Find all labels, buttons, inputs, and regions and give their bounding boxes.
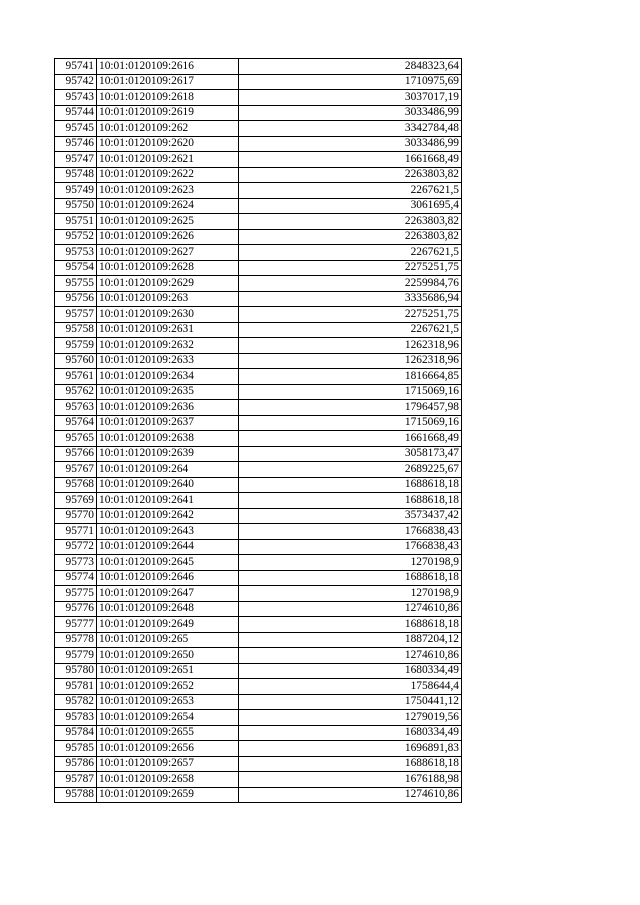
row-number-cell: 95768 — [55, 477, 97, 493]
cadastral-number-cell: 10:01:0120109:2639 — [97, 446, 239, 462]
value-cell: 1688618,18 — [239, 570, 462, 586]
value-cell: 1696891,83 — [239, 741, 462, 757]
cadastral-number-cell: 10:01:0120109:2636 — [97, 400, 239, 416]
row-number-cell: 95782 — [55, 694, 97, 710]
row-number-cell: 95743 — [55, 90, 97, 106]
cadastral-number-cell: 10:01:0120109:2645 — [97, 555, 239, 571]
table-row — [55, 307, 462, 323]
table-row — [55, 245, 462, 261]
row-number-cell: 95765 — [55, 431, 97, 447]
value-cell: 3061695,4 — [239, 198, 462, 214]
cadastral-number-cell: 10:01:0120109:2626 — [97, 229, 239, 245]
row-number-cell: 95753 — [55, 245, 97, 261]
value-cell: 1676188,98 — [239, 772, 462, 788]
cadastral-number-cell: 10:01:0120109:2631 — [97, 322, 239, 338]
cadastral-number-cell: 10:01:0120109:2627 — [97, 245, 239, 261]
table-row — [55, 229, 462, 245]
value-cell: 2263803,82 — [239, 167, 462, 183]
row-number-cell: 95774 — [55, 570, 97, 586]
cadastral-number-cell: 10:01:0120109:2640 — [97, 477, 239, 493]
table-row — [55, 369, 462, 385]
row-number-cell: 95745 — [55, 121, 97, 137]
value-cell: 1688618,18 — [239, 756, 462, 772]
cadastral-number-cell: 10:01:0120109:2651 — [97, 663, 239, 679]
table-row — [55, 772, 462, 788]
table-row — [55, 493, 462, 509]
cadastral-number-cell: 10:01:0120109:2653 — [97, 694, 239, 710]
value-cell: 1274610,86 — [239, 601, 462, 617]
table-row — [55, 291, 462, 307]
row-number-cell: 95761 — [55, 369, 97, 385]
cadastral-number-cell: 10:01:0120109:263 — [97, 291, 239, 307]
cadastral-number-cell: 10:01:0120109:2634 — [97, 369, 239, 385]
value-cell: 3033486,99 — [239, 105, 462, 121]
table-row — [55, 679, 462, 695]
cadastral-number-cell: 10:01:0120109:2652 — [97, 679, 239, 695]
table-row — [55, 539, 462, 555]
row-number-cell: 95781 — [55, 679, 97, 695]
table-row — [55, 756, 462, 772]
row-number-cell: 95764 — [55, 415, 97, 431]
cadastral-number-cell: 10:01:0120109:2647 — [97, 586, 239, 602]
table-row — [55, 90, 462, 106]
value-cell: 3058173,47 — [239, 446, 462, 462]
row-number-cell: 95780 — [55, 663, 97, 679]
table-row — [55, 617, 462, 633]
table-row — [55, 787, 462, 803]
table-row — [55, 136, 462, 152]
row-number-cell: 95744 — [55, 105, 97, 121]
table-row — [55, 105, 462, 121]
table-row — [55, 384, 462, 400]
cadastral-number-cell: 10:01:0120109:2622 — [97, 167, 239, 183]
table-row — [55, 276, 462, 292]
row-number-cell: 95757 — [55, 307, 97, 323]
value-cell: 1796457,98 — [239, 400, 462, 416]
table-row — [55, 601, 462, 617]
row-number-cell: 95748 — [55, 167, 97, 183]
table-row — [55, 353, 462, 369]
table-row — [55, 446, 462, 462]
value-cell: 3037017,19 — [239, 90, 462, 106]
cadastral-number-cell: 10:01:0120109:2630 — [97, 307, 239, 323]
data-table — [54, 58, 462, 803]
value-cell: 1887204,12 — [239, 632, 462, 648]
row-number-cell: 95776 — [55, 601, 97, 617]
row-number-cell: 95767 — [55, 462, 97, 478]
cadastral-number-cell: 10:01:0120109:2646 — [97, 570, 239, 586]
value-cell: 2267621,5 — [239, 245, 462, 261]
table-row — [55, 214, 462, 230]
cadastral-number-cell: 10:01:0120109:2655 — [97, 725, 239, 741]
cadastral-number-cell: 10:01:0120109:262 — [97, 121, 239, 137]
table-row — [55, 555, 462, 571]
cadastral-number-cell: 10:01:0120109:2617 — [97, 74, 239, 90]
row-number-cell: 95760 — [55, 353, 97, 369]
value-cell: 1750441,12 — [239, 694, 462, 710]
value-cell: 1262318,96 — [239, 338, 462, 354]
value-cell: 1661668,49 — [239, 152, 462, 168]
value-cell: 1262318,96 — [239, 353, 462, 369]
table-row — [55, 741, 462, 757]
cadastral-number-cell: 10:01:0120109:2657 — [97, 756, 239, 772]
value-cell: 1758644,4 — [239, 679, 462, 695]
row-number-cell: 95770 — [55, 508, 97, 524]
cadastral-number-cell: 10:01:0120109:2624 — [97, 198, 239, 214]
row-number-cell: 95773 — [55, 555, 97, 571]
cadastral-number-cell: 10:01:0120109:2642 — [97, 508, 239, 524]
cadastral-number-cell: 10:01:0120109:2619 — [97, 105, 239, 121]
cadastral-number-cell: 10:01:0120109:2629 — [97, 276, 239, 292]
table-row — [55, 725, 462, 741]
cadastral-number-cell: 10:01:0120109:265 — [97, 632, 239, 648]
cadastral-number-cell: 10:01:0120109:2620 — [97, 136, 239, 152]
cadastral-number-cell: 10:01:0120109:2644 — [97, 539, 239, 555]
value-cell: 3573437,42 — [239, 508, 462, 524]
row-number-cell: 95746 — [55, 136, 97, 152]
cadastral-number-cell: 10:01:0120109:2654 — [97, 710, 239, 726]
row-number-cell: 95754 — [55, 260, 97, 276]
table-row — [55, 198, 462, 214]
value-cell: 2263803,82 — [239, 229, 462, 245]
value-cell: 1688618,18 — [239, 477, 462, 493]
row-number-cell: 95786 — [55, 756, 97, 772]
value-cell: 1270198,9 — [239, 586, 462, 602]
row-number-cell: 95749 — [55, 183, 97, 199]
table-row — [55, 477, 462, 493]
table-row — [55, 462, 462, 478]
value-cell: 3342784,48 — [239, 121, 462, 137]
cadastral-number-cell: 10:01:0120109:2650 — [97, 648, 239, 664]
value-cell: 1270198,9 — [239, 555, 462, 571]
value-cell: 2689225,67 — [239, 462, 462, 478]
row-number-cell: 95766 — [55, 446, 97, 462]
value-cell: 1274610,86 — [239, 648, 462, 664]
table-row — [55, 415, 462, 431]
table-row — [55, 570, 462, 586]
value-cell: 2267621,5 — [239, 183, 462, 199]
cadastral-number-cell: 10:01:0120109:2648 — [97, 601, 239, 617]
row-number-cell: 95777 — [55, 617, 97, 633]
cadastral-number-cell: 10:01:0120109:2632 — [97, 338, 239, 354]
value-cell: 1710975,69 — [239, 74, 462, 90]
cadastral-number-cell: 10:01:0120109:2656 — [97, 741, 239, 757]
cadastral-number-cell: 10:01:0120109:264 — [97, 462, 239, 478]
row-number-cell: 95750 — [55, 198, 97, 214]
value-cell: 1680334,49 — [239, 663, 462, 679]
table-row — [55, 152, 462, 168]
table-row — [55, 183, 462, 199]
row-number-cell: 95752 — [55, 229, 97, 245]
value-cell: 1766838,43 — [239, 539, 462, 555]
value-cell: 1715069,16 — [239, 384, 462, 400]
cadastral-number-cell: 10:01:0120109:2638 — [97, 431, 239, 447]
table-row — [55, 663, 462, 679]
row-number-cell: 95747 — [55, 152, 97, 168]
value-cell: 1816664,85 — [239, 369, 462, 385]
row-number-cell: 95772 — [55, 539, 97, 555]
value-cell: 2267621,5 — [239, 322, 462, 338]
table-row — [55, 59, 462, 75]
table-row — [55, 524, 462, 540]
value-cell: 2275251,75 — [239, 260, 462, 276]
table-row — [55, 710, 462, 726]
value-cell: 2275251,75 — [239, 307, 462, 323]
row-number-cell: 95787 — [55, 772, 97, 788]
cadastral-number-cell: 10:01:0120109:2658 — [97, 772, 239, 788]
cadastral-number-cell: 10:01:0120109:2641 — [97, 493, 239, 509]
value-cell: 1688618,18 — [239, 493, 462, 509]
cadastral-number-cell: 10:01:0120109:2616 — [97, 59, 239, 75]
row-number-cell: 95775 — [55, 586, 97, 602]
table-row — [55, 508, 462, 524]
cadastral-number-cell: 10:01:0120109:2625 — [97, 214, 239, 230]
table-row — [55, 338, 462, 354]
table-row — [55, 260, 462, 276]
table-row — [55, 694, 462, 710]
value-cell: 1680334,49 — [239, 725, 462, 741]
cadastral-number-cell: 10:01:0120109:2637 — [97, 415, 239, 431]
value-cell: 2848323,64 — [239, 59, 462, 75]
value-cell: 2263803,82 — [239, 214, 462, 230]
row-number-cell: 95779 — [55, 648, 97, 664]
value-cell: 3033486,99 — [239, 136, 462, 152]
row-number-cell: 95751 — [55, 214, 97, 230]
cadastral-number-cell: 10:01:0120109:2621 — [97, 152, 239, 168]
value-cell: 3335686,94 — [239, 291, 462, 307]
table-row — [55, 400, 462, 416]
value-cell: 1715069,16 — [239, 415, 462, 431]
cadastral-number-cell: 10:01:0120109:2633 — [97, 353, 239, 369]
row-number-cell: 95784 — [55, 725, 97, 741]
row-number-cell: 95783 — [55, 710, 97, 726]
value-cell: 1661668,49 — [239, 431, 462, 447]
row-number-cell: 95759 — [55, 338, 97, 354]
cadastral-number-cell: 10:01:0120109:2643 — [97, 524, 239, 540]
cadastral-number-cell: 10:01:0120109:2659 — [97, 787, 239, 803]
row-number-cell: 95762 — [55, 384, 97, 400]
cadastral-number-cell: 10:01:0120109:2618 — [97, 90, 239, 106]
table-body — [55, 59, 462, 803]
value-cell: 1279019,56 — [239, 710, 462, 726]
cadastral-number-cell: 10:01:0120109:2623 — [97, 183, 239, 199]
value-cell: 1688618,18 — [239, 617, 462, 633]
row-number-cell: 95758 — [55, 322, 97, 338]
table-row — [55, 167, 462, 183]
table-row — [55, 586, 462, 602]
value-cell: 1766838,43 — [239, 524, 462, 540]
row-number-cell: 95756 — [55, 291, 97, 307]
row-number-cell: 95778 — [55, 632, 97, 648]
row-number-cell: 95769 — [55, 493, 97, 509]
table-row — [55, 121, 462, 137]
cadastral-number-cell: 10:01:0120109:2635 — [97, 384, 239, 400]
cadastral-number-cell: 10:01:0120109:2649 — [97, 617, 239, 633]
row-number-cell: 95763 — [55, 400, 97, 416]
row-number-cell: 95755 — [55, 276, 97, 292]
table-row — [55, 648, 462, 664]
row-number-cell: 95742 — [55, 74, 97, 90]
value-cell: 2259984,76 — [239, 276, 462, 292]
table-row — [55, 431, 462, 447]
row-number-cell: 95771 — [55, 524, 97, 540]
cadastral-number-cell: 10:01:0120109:2628 — [97, 260, 239, 276]
table-row — [55, 632, 462, 648]
value-cell: 1274610,86 — [239, 787, 462, 803]
table-row — [55, 74, 462, 90]
row-number-cell: 95741 — [55, 59, 97, 75]
table-row — [55, 322, 462, 338]
row-number-cell: 95785 — [55, 741, 97, 757]
row-number-cell: 95788 — [55, 787, 97, 803]
